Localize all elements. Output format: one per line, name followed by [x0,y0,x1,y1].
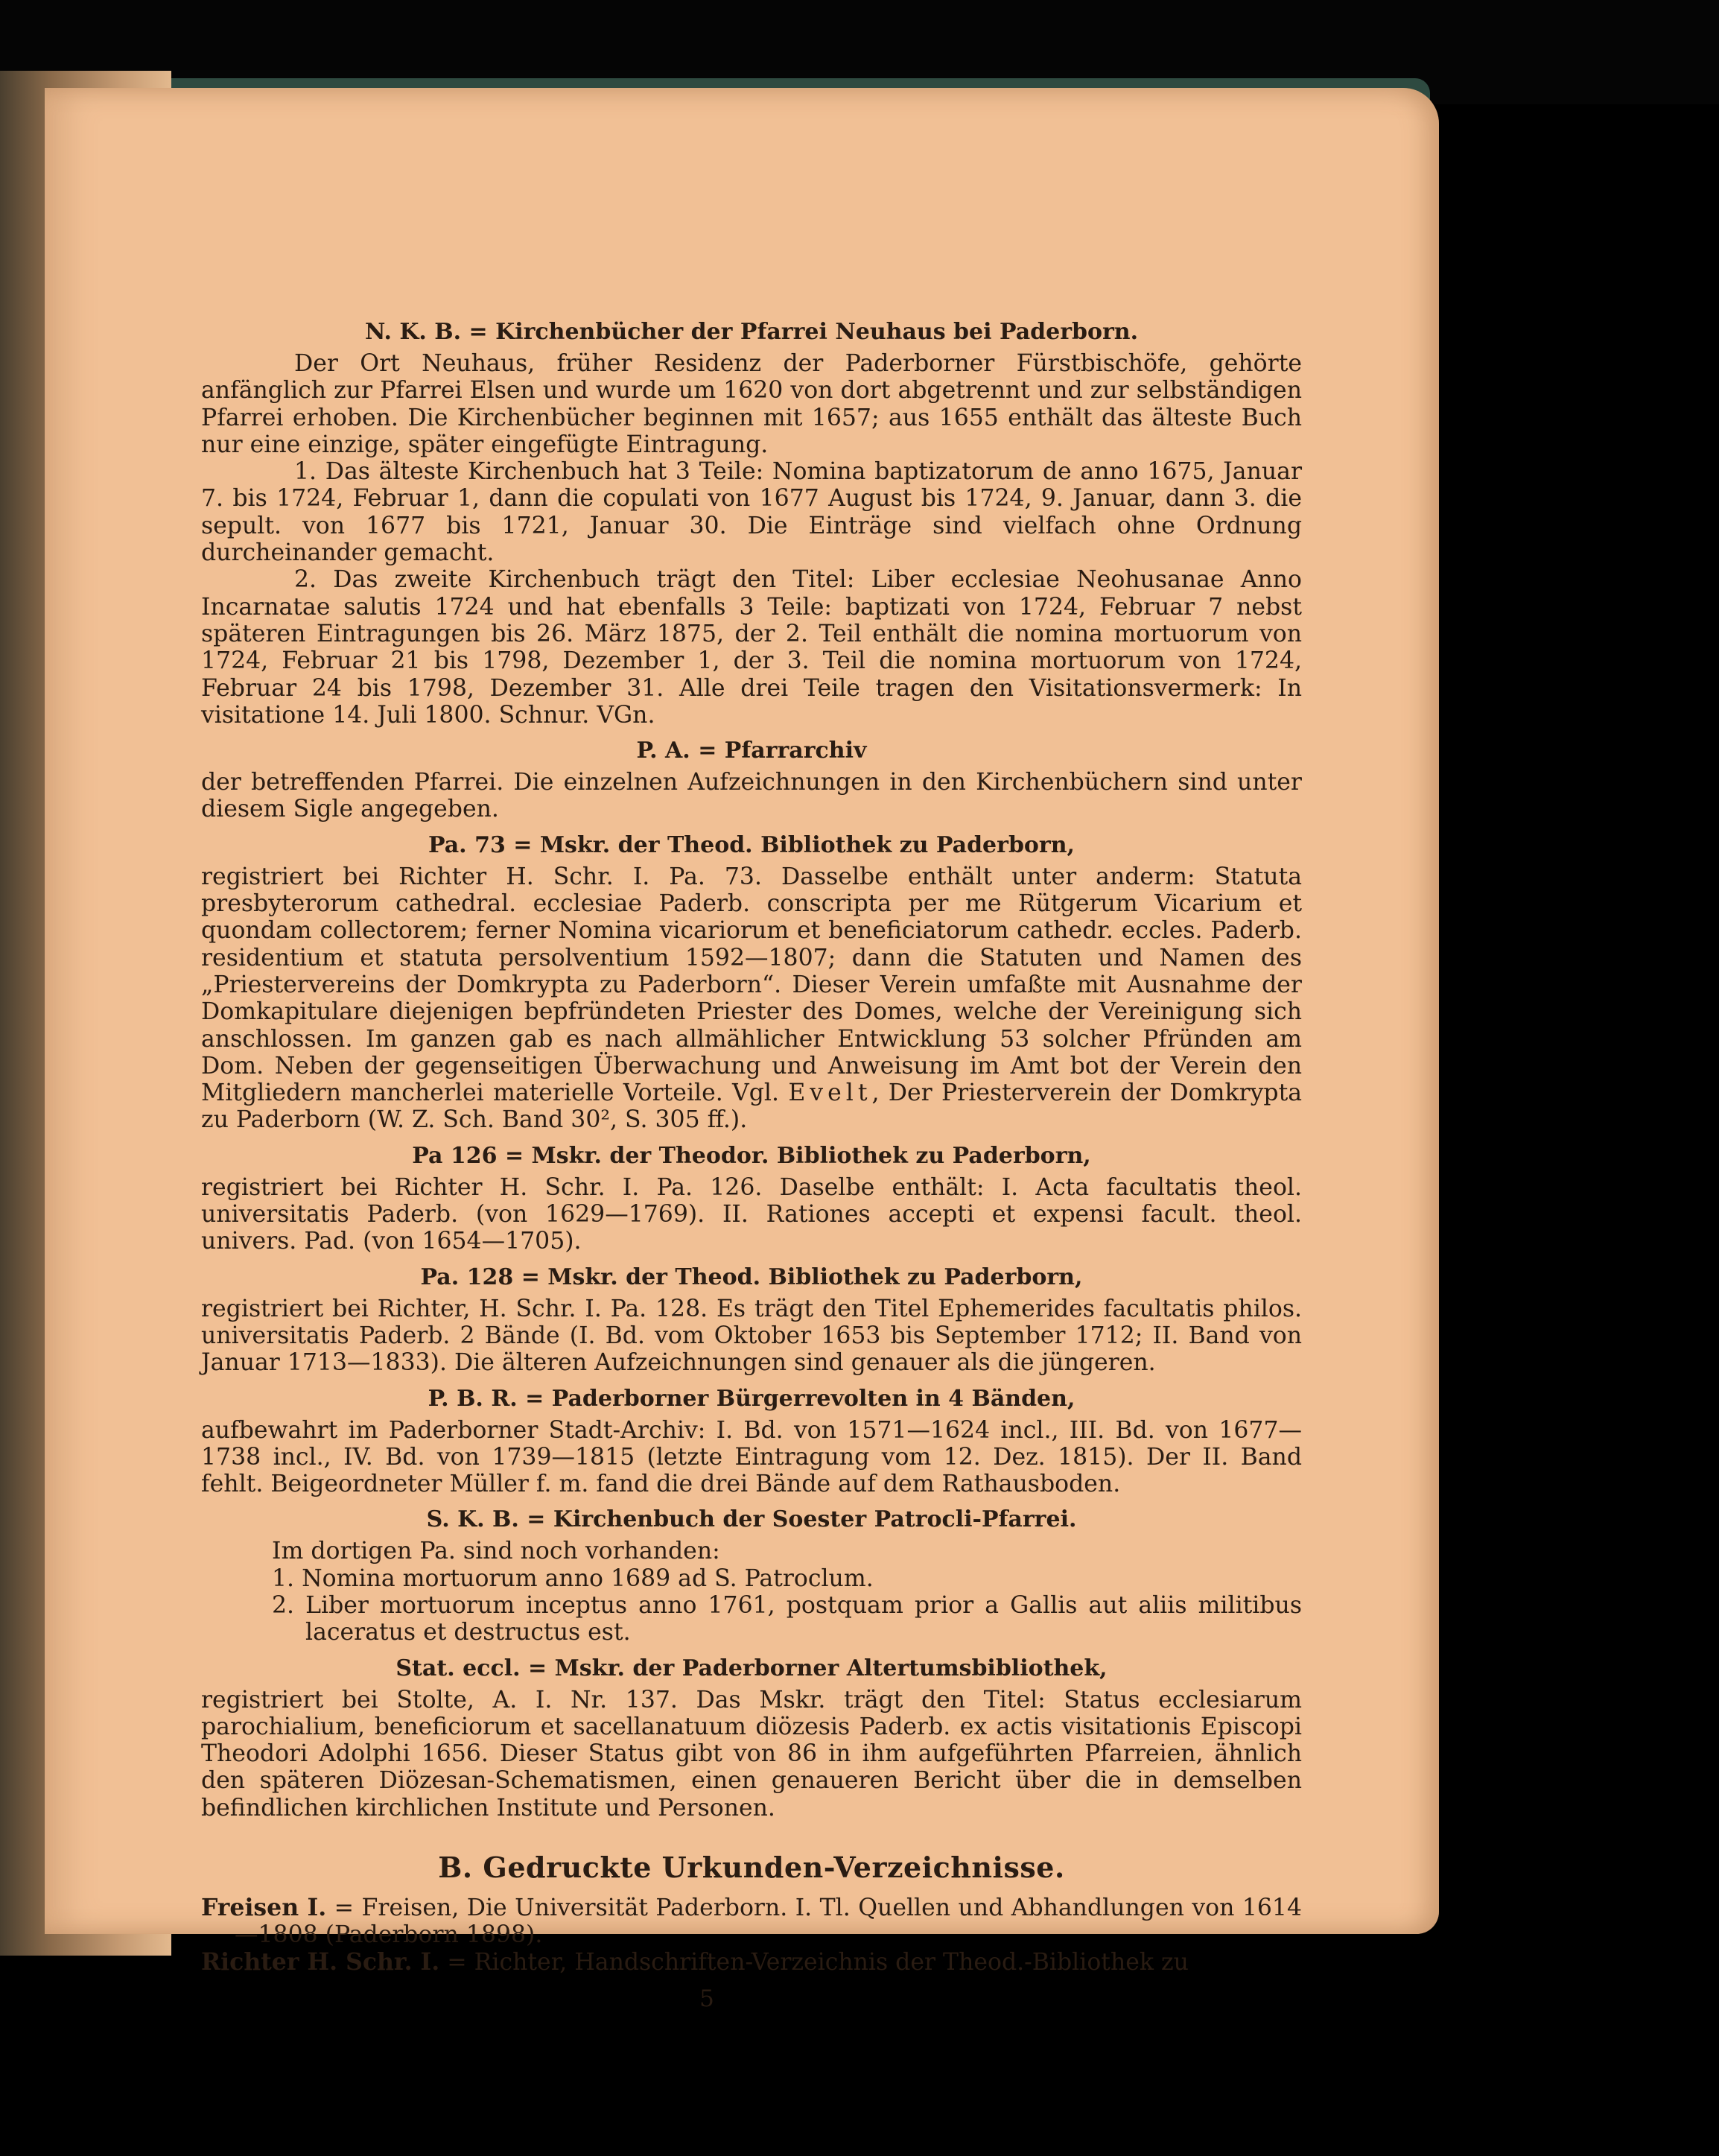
entry-heading-stat-eccl: Stat. eccl. = Mskr. der Paderborner Altertumsbibliothek, [395,1655,1108,1681]
list-item: 2. Liber mortuorum inceptus anno 1761, postquam prior a Gallis aut aliis militibus laceratus et destructus est. [272,1591,1302,1646]
entry-paragraph: aufbewahrt im Paderborner Stadt-Archiv: I. Bd. von 1571—1624 incl., III. Bd. von 1677—1738 incl., IV. Bd. von 1739—1815 (letzte Eintragung vom 12. Dez. 1815). Der II. Band fehlt. Beigeordneter Müller f. m. fand die drei Bände auf dem Rathausboden. [201,1416,1302,1498]
reference-text: = Freisen, Die Universität Paderborn. I. Tl. Quellen und Abhandlungen von 1614—1808 (Paderborn 1898). [235,1895,1303,1949]
reference-item [201,1895,1302,1949]
entry-paragraph: der betreffenden Pfarrei. Die einzelnen Aufzeichnungen in den Kirchenbüchern sind unter diesem Sigle angegeben. [201,769,1302,823]
reference-key: Freisen I. [201,1894,327,1922]
page-content [201,319,1302,1976]
entry-paragraph: registriert bei Richter H. Schr. I. Pa. 126. Daselbe enthält: I. Acta facultatis theol. universitatis Paderb. (von 1629—1769). II. Rationes accepti et expensi facult. theol. univers. Pad. (von 1654—1705). [201,1173,1302,1255]
entry-paragraph: Der Ort Neuhaus, früher Residenz der Paderborner Fürstbischöfe, gehörte anfänglich zur Pfarrei Elsen und wurde um 1620 von dort abgetrennt und zur selbständigen Pfarrei erhoben. Die Kirchenbücher beginnen mit 1657; aus 1655 enthält das älteste Buch nur eine einzige, später eingefügte Eintragung. [201,350,1302,458]
reference-key: Richter H. Schr. I. [201,1947,440,1976]
book-page [45,88,1439,1976]
author-name: Evelt [788,1079,872,1107]
list-item: 1. Nomina mortuorum anno 1689 ad S. Patroclum. [272,1564,874,1592]
entry-paragraph: Im dortigen Pa. sind noch vorhanden: [272,1538,720,1565]
entry-text: , Der Priesterverein der Domkrypta zu Paderborn (W. Z. Sch. Band 30², S. 305 ff.). [201,1079,1303,1134]
entry-heading-pa126: Pa 126 = Mskr. der Theodor. Bibliothek zu Paderborn, [412,1142,1091,1169]
entry-list [201,1565,1302,1646]
entry-paragraph: 2. Das zweite Kirchenbuch trägt den Titel: Liber ecclesiae Neohusanae Anno Incarnatae salutis 1724 und hat ebenfalls 3 Teile: baptizati von 1724, Februar 7 nebst späteren Eintragungen bis 26. März 1875, der 2. Teil enthält die nomina mortuorum von 1724, Februar 21 bis 1798, Dezember 1, der 3. Teil die nomina mortuorum von 1724, Februar 24 bis 1798, Dezember 31. Alle drei Teile tragen den Visitationsvermerk: In visitatione 14. Juli 1800. Schnur. VGn. [201,566,1302,729]
entry-paragraph: registriert bei Stolte, A. I. Nr. 137. Das Mskr. trägt den Titel: Status ecclesiarum parochialium, beneficiorum et sacellanatuum diözesis Paderb. ex actis visitationis Episcopi Theodori Adolphi 1656. Dieser Status gibt von 86 in ihm aufgeführten Pfarreien, ähnlich den späteren Diözesan-Schematismen, einen genaueren Bericht über die in demselben befindlichen kirchlichen Institute und Personen. [201,1686,1302,1821]
entry-heading-pa: P. A. = Pfarrarchiv [636,738,867,764]
entry-paragraph: 1. Das älteste Kirchenbuch hat 3 Teile: Nomina baptizatorum de anno 1675, Januar 7. bis 1724, Februar 1, dann die copulati von 1677 August bis 1724, 9. Januar, dann 3. die sepult. von 1677 bis 1721, Januar 30. Die Einträge sind vielfach ohne Ordnung durcheinander gemacht. [201,458,1302,567]
reference-text: = Richter, Handschriften-Verzeichnis der Theod.-Bibliothek zu [439,1948,1189,1976]
reference-item [201,1949,1302,1976]
section-b-title: B. Gedruckte Urkunden-Verzeichnisse. [438,1851,1065,1885]
entry-heading-pa73: Pa. 73 = Mskr. der Theod. Bibliothek zu Paderborn, [428,831,1075,858]
entry-paragraph [201,863,1302,1134]
page-number: 5 [699,1985,714,2012]
entry-heading-pbr: P. B. R. = Paderborner Bürgerrevolten in 4 Bänden, [428,1385,1075,1412]
entry-heading-nkb: N. K. B. = Kirchenbücher der Pfarrei Neuhaus bei Paderborn. [364,319,1139,345]
entry-heading-pa128: Pa. 128 = Mskr. der Theod. Bibliothek zu Paderborn, [420,1264,1083,1290]
entry-text: registriert bei Richter H. Schr. I. Pa. 73. Dasselbe enthält unter anderm: Statuta presbyterorum cathedral. ecclesiae Paderb. conscripta per me Rütgerum Vicarium et quondam collectorem; ferner Nomina vicariorum et beneficiatorum cathedr. eccles. Paderb. residentium et statuta persolventium 1592—1807; dann die Statuten und Namen des „Priestervereins der Domkrypta zu Paderborn“. Dieser Verein umfaßte mit Ausnahme der Domkapitulare diejenigen bepfründeten Priester des Domes, welche der Vereinigung sich anschlossen. Im ganzen gab es nach allmählicher Entwicklung 53 solcher Pfründen am Dom. Neben der gegenseitigen Überwachung und Anweisung im Amt bot der Verein den Mitgliedern mancherlei materielle Vorteile. Vgl. [201,863,1302,1107]
entry-heading-skb: S. K. B. = Kirchenbuch der Soester Patrocli-Pfarrei. [426,1506,1077,1533]
entry-paragraph: registriert bei Richter, H. Schr. I. Pa. 128. Es trägt den Titel Ephemerides facultatis philos. universitatis Paderb. 2 Bände (I. Bd. vom Oktober 1653 bis September 1712; II. Band von Januar 1713—1833). Die älteren Aufzeichnungen sind genauer als die jüngeren. [201,1295,1302,1377]
